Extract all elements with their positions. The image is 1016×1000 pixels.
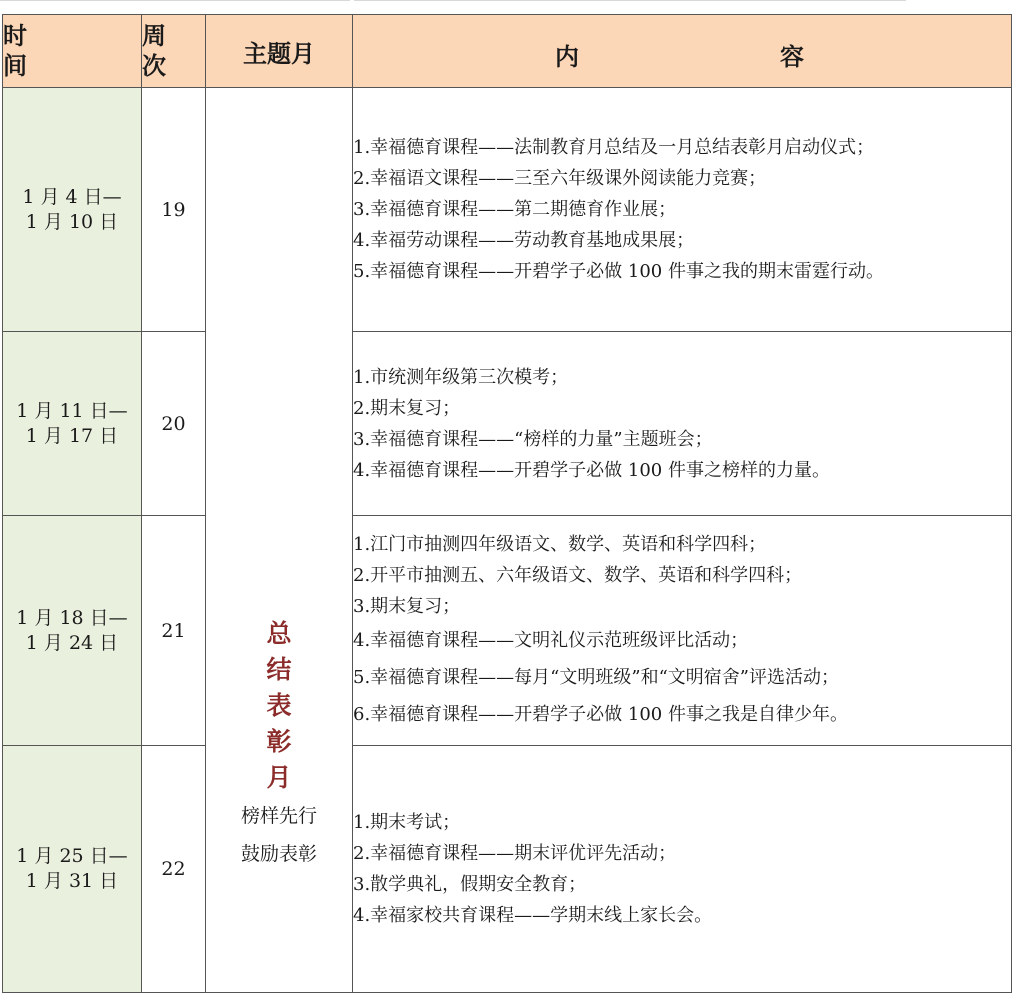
content-item: 3.散学典礼，假期安全教育；	[353, 874, 587, 895]
table-row	[3, 88, 1012, 332]
content-item: 6.幸福德育课程——开碧学子必做 100 件事之我是自律少年。	[353, 703, 848, 725]
table-row	[3, 516, 1012, 746]
content-item: 2.期末复习；	[353, 397, 461, 419]
date-range-end: 1 月 31 日	[25, 870, 119, 892]
content-list	[353, 362, 1011, 486]
header-content-part1: 内	[555, 42, 579, 71]
theme-title-char: 结	[266, 655, 292, 684]
theme-title-char: 总	[266, 619, 292, 648]
content-item: 4.幸福劳动课程——劳动教育基地成果展；	[353, 230, 695, 251]
date-range-start: 1 月 11 日—	[16, 399, 128, 422]
week-number: 21	[142, 516, 206, 746]
content-item: 5.幸福德育课程——每月“文明班级”和“文明宿舍”评选活动；	[353, 666, 839, 688]
week-number: 22	[142, 746, 206, 993]
content-item: 1.幸福德育课程——法制教育月总结及一月总结表彰月启动仪式；	[353, 137, 875, 158]
content-item: 2.幸福德育课程——期末评优评先活动；	[353, 843, 677, 864]
header-week	[142, 15, 206, 88]
theme-block	[206, 616, 352, 872]
content-item: 4.幸福德育课程——开碧学子必做 100 件事之榜样的力量。	[353, 459, 830, 481]
content-list	[353, 132, 1011, 287]
content-item: 1.市统测年级第三次模考；	[353, 366, 569, 388]
header-row	[3, 15, 1012, 88]
content-item: 3.幸福德育课程——“榜样的力量”主题班会；	[353, 428, 713, 450]
table-row	[3, 746, 1012, 993]
content-item: 3.期末复习；	[353, 595, 461, 617]
date-range-end: 1 月 24 日	[25, 631, 119, 654]
content-item: 2.幸福语文课程——三至六年级课外阅读能力竞赛；	[353, 168, 767, 189]
header-time-line1: 时	[3, 21, 27, 50]
content-item: 5.幸福德育课程——开碧学子必做 100 件事之我的期末雷霆行动。	[353, 261, 884, 282]
date-range-cell	[3, 516, 142, 746]
date-range-cell	[3, 746, 142, 993]
header-week-line2: 次	[142, 51, 166, 80]
header-theme: 主题月	[206, 15, 353, 88]
theme-title-char: 月	[266, 763, 292, 792]
date-range-end: 1 月 17 日	[25, 424, 119, 447]
content-cell	[353, 746, 1012, 993]
content-cell	[353, 332, 1012, 516]
header-content	[353, 15, 1012, 88]
content-item: 1.期末考试；	[353, 812, 461, 833]
content-item: 2.开平市抽测五、六年级语文、数学、英语和科学四科；	[353, 564, 803, 586]
header-time	[3, 15, 142, 88]
theme-subtitle-2: 鼓励表彰	[240, 843, 317, 865]
week-number: 20	[142, 332, 206, 516]
table-row	[3, 332, 1012, 516]
header-content-part2: 容	[780, 42, 804, 71]
date-range-start: 1 月 4 日—	[22, 185, 122, 208]
theme-title-char: 彰	[266, 727, 292, 756]
week-number: 19	[142, 88, 206, 332]
content-cell	[353, 88, 1012, 332]
date-range-cell	[3, 88, 142, 332]
content-list	[353, 529, 1011, 733]
date-range-start: 1 月 25 日—	[16, 845, 128, 867]
content-cell	[353, 516, 1012, 746]
theme-title-char: 表	[266, 691, 292, 720]
date-range-cell	[3, 332, 142, 516]
theme-subtitle-1: 榜样先行	[240, 805, 317, 827]
header-week-line1: 周	[142, 21, 166, 50]
content-item: 4.幸福德育课程——文明礼仪示范班级评比活动；	[353, 629, 749, 651]
theme-month-cell	[206, 88, 353, 993]
content-list	[353, 807, 1011, 931]
schedule-table	[2, 14, 1012, 993]
header-time-line2: 间	[3, 51, 27, 80]
content-item: 3.幸福德育课程——第二期德育作业展；	[353, 199, 677, 220]
document-top-border	[0, 0, 1016, 1]
content-item: 1.江门市抽测四年级语文、数学、英语和科学四科；	[353, 533, 767, 555]
date-range-end: 1 月 10 日	[25, 210, 119, 233]
date-range-start: 1 月 18 日—	[16, 606, 128, 629]
content-item: 4.幸福家校共育课程——学期末线上家长会。	[353, 905, 713, 926]
theme-title	[206, 616, 352, 796]
